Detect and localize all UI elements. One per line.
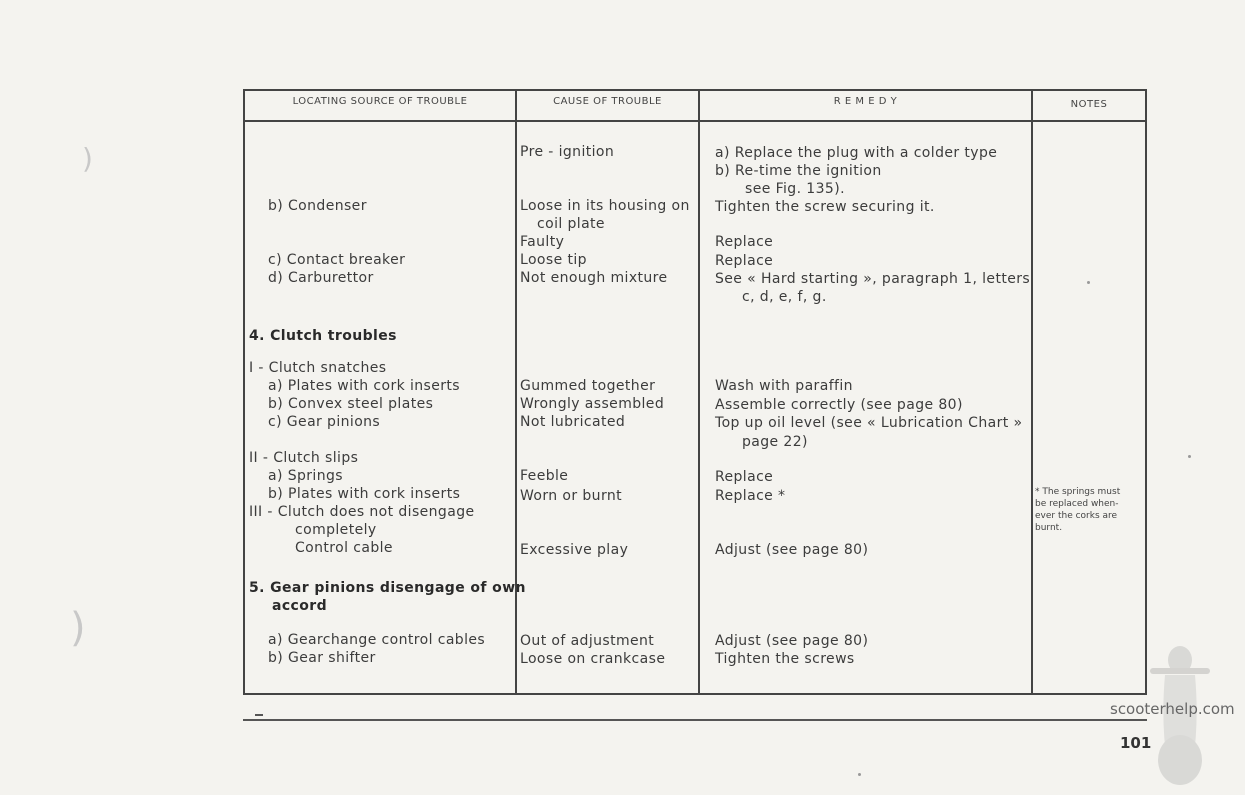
remedy-item: Wash with paraffin	[715, 378, 853, 394]
locating-item: completely	[295, 522, 377, 538]
scan-speck	[1188, 455, 1191, 458]
scan-speck	[858, 773, 861, 776]
cause-item: Feeble	[520, 468, 569, 484]
remedy-item: Adjust (see page 80)	[715, 542, 869, 558]
locating-item: a) Gearchange control cables	[268, 632, 486, 648]
section-heading: accord	[272, 598, 327, 614]
remedy-item: Tighten the screws	[715, 651, 855, 667]
remedy-item: Replace *	[715, 488, 786, 504]
locating-item: I - Clutch snatches	[249, 360, 387, 376]
cause-item: Loose in its housing on	[520, 198, 690, 214]
remedy-item: c, d, e, f, g.	[742, 289, 827, 305]
watermark: scooterhelp.com	[1110, 700, 1235, 718]
note-line: burnt.	[1035, 523, 1063, 533]
note-line: be replaced when-	[1035, 499, 1119, 509]
header-locating: LOCATING SOURCE OF TROUBLE	[292, 96, 468, 107]
cause-item: Gummed together	[520, 378, 656, 394]
cause-item: coil plate	[537, 216, 605, 232]
header-notes: NOTES	[1070, 99, 1108, 110]
locating-item: b) Plates with cork inserts	[268, 486, 461, 502]
remedy-item: see Fig. 135).	[745, 181, 845, 197]
locating-item: c) Contact breaker	[268, 252, 406, 268]
springs-note	[1035, 486, 1147, 534]
scan-artifact: )	[82, 142, 93, 175]
column-divider	[515, 89, 517, 695]
header-divider	[245, 120, 1145, 122]
header-remedy: R E M E D Y	[833, 96, 898, 107]
cause-item: Not enough mixture	[520, 270, 668, 286]
remedy-item: b) Re-time the ignition	[715, 163, 882, 179]
remedy-item: page 22)	[742, 434, 808, 450]
header-cause: CAUSE OF TROUBLE	[553, 96, 662, 107]
cause-item: Not lubricated	[520, 414, 626, 430]
section-heading: 4. Clutch troubles	[249, 328, 397, 344]
cause-item: Wrongly assembled	[520, 396, 665, 412]
column-divider	[698, 89, 700, 695]
scan-speck	[1087, 281, 1090, 284]
remedy-item: Tighten the screw securing it.	[715, 199, 935, 215]
note-line: * The springs must	[1035, 487, 1121, 497]
cause-item: Pre - ignition	[520, 144, 615, 160]
remedy-item: Top up oil level (see « Lubrication Chart »	[715, 415, 1023, 431]
cause-item: Loose tip	[520, 252, 587, 268]
remedy-item: Replace	[715, 469, 774, 485]
locating-item: III - Clutch does not disengage	[249, 504, 475, 520]
cause-item: Excessive play	[520, 542, 629, 558]
locating-item: b) Condenser	[268, 198, 367, 214]
remedy-item: a) Replace the plug with a colder type	[715, 145, 998, 161]
margin-mark	[255, 714, 263, 716]
note-line: ever the corks are	[1035, 511, 1118, 521]
remedy-item: Replace	[715, 253, 774, 269]
cause-item: Loose on crankcase	[520, 651, 666, 667]
cause-item: Out of adjustment	[520, 633, 655, 649]
footer-rule	[243, 719, 1147, 721]
column-divider	[1031, 89, 1033, 695]
locating-item: Control cable	[295, 540, 393, 556]
remedy-item: Assemble correctly (see page 80)	[715, 397, 963, 413]
remedy-item: Replace	[715, 234, 774, 250]
section-heading: 5. Gear pinions disengage of own	[249, 580, 526, 596]
page-number: 101	[1120, 734, 1152, 752]
cause-item: Faulty	[520, 234, 565, 250]
locating-item: a) Springs	[268, 468, 343, 484]
locating-item: b) Gear shifter	[268, 650, 376, 666]
scan-artifact: )	[70, 605, 86, 651]
cause-item: Worn or burnt	[520, 488, 623, 504]
remedy-item: See « Hard starting », paragraph 1, letters	[715, 271, 1031, 287]
locating-item: b) Convex steel plates	[268, 396, 434, 412]
remedy-item: Adjust (see page 80)	[715, 633, 869, 649]
locating-item: II - Clutch slips	[249, 450, 359, 466]
locating-item: c) Gear pinions	[268, 414, 381, 430]
locating-item: a) Plates with cork inserts	[268, 378, 460, 394]
locating-item: d) Carburettor	[268, 270, 374, 286]
